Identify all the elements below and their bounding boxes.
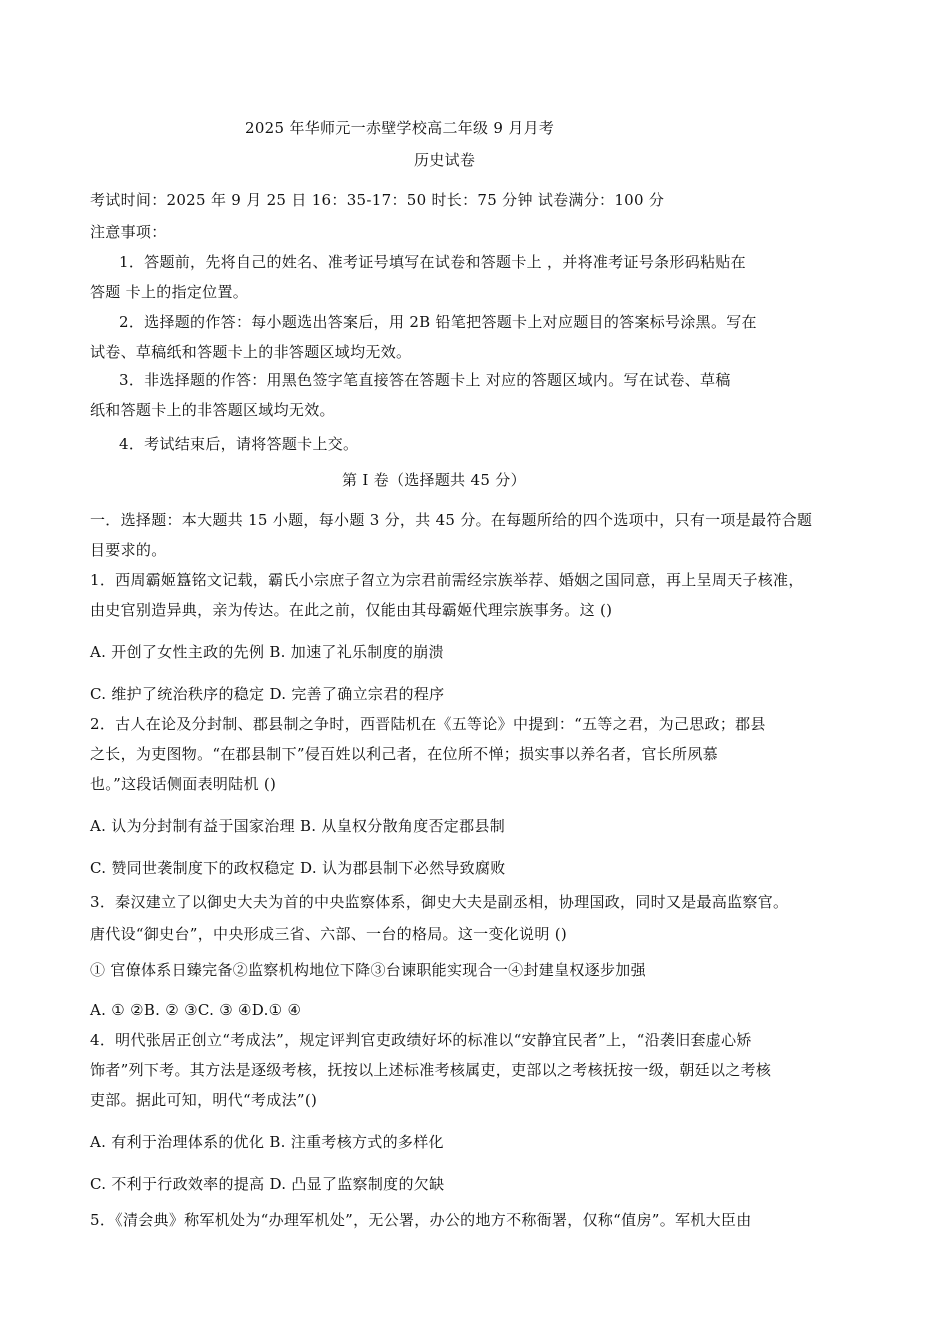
section-heading: 第 I 卷（选择题共 45 分）	[342, 471, 526, 489]
question-2-options-cd: C. 赞同世袭制度下的政权稳定 D. 认为郡县制下必然导致腐败	[90, 859, 506, 877]
question-2-line-2: 之长，为吏图物。“在郡县制下”侵百姓以利己者，在位所不惮；损实事以养名者，官长所夙慕	[90, 745, 718, 763]
note-1-line-2: 答题 卡上的指定位置。	[90, 283, 249, 301]
question-4-line-2: 饰者”列下考。其方法是逐级考核，抚按以上述标准考核属吏，吏部以之考核抚按一级，朝廷以之考核	[90, 1061, 772, 1079]
question-2-options-ab: A. 认为分封制有益于国家治理 B. 从皇权分散角度否定郡县制	[90, 817, 505, 835]
exam-title: 2025 年华师元一赤壁学校高二年级 9 月月考	[245, 119, 555, 137]
question-1-line-1: 1．西周霸姬簋铭文记载，霸氏小宗庶子曶立为宗君前需经宗族举荐、婚姻之国同意，再上呈周天子核准，	[90, 571, 804, 589]
question-5-line-1: 5．《清会典》称军机处为“办理军机处”，无公署，办公的地方不称衙署，仅称“值房”。军机大臣由	[90, 1211, 752, 1229]
question-3-statements: ① 官僚体系日臻完备②监察机构地位下降③台谏职能实现合一④封建皇权逐步加强	[90, 961, 646, 979]
note-3-line-1: 3．非选择题的作答：用黑色签字笔直接答在答题卡上 对应的答题区域内。写在试卷、草稿	[119, 371, 731, 389]
notes-heading: 注意事项：	[90, 223, 167, 241]
question-2-line-3: 也。”这段话侧面表明陆机 ()	[90, 775, 277, 793]
section-intro-line-2: 目要求的。	[90, 541, 167, 559]
note-3-line-2: 纸和答题卡上的非答题区域均无效。	[90, 401, 335, 419]
question-4-line-3: 吏部。据此可知，明代“考成法”()	[90, 1091, 318, 1109]
note-2-line-2: 试卷、草稿纸和答题卡上的非答题区域均无效。	[90, 343, 412, 361]
note-2-line-1: 2．选择题的作答：每小题选出答案后，用 2B 铅笔把答题卡上对应题目的答案标号涂黑。写在	[119, 313, 757, 331]
question-1-options-ab: A. 开创了女性主政的先例 B. 加速了礼乐制度的崩溃	[90, 643, 444, 661]
question-2-line-1: 2．古人在论及分封制、郡县制之争时，西晋陆机在《五等论》中提到：“五等之君，为己思政；郡县	[90, 715, 766, 733]
exam-subtitle: 历史试卷	[414, 151, 476, 169]
question-1-line-2: 由史官别造异典，亲为传达。在此之前，仅能由其母霸姬代理宗族事务。这 ()	[90, 601, 613, 619]
question-3-options: A. ① ②B. ② ③C. ③ ④D.① ④	[90, 1001, 302, 1019]
question-4-options-cd: C. 不利于行政效率的提高 D. 凸显了监察制度的欠缺	[90, 1175, 445, 1193]
section-intro-line-1: 一．选择题：本大题共 15 小题，每小题 3 分，共 45 分。在每题所给的四个选项中，只有一项是最符合题	[90, 511, 813, 529]
question-3-line-1: 3．秦汉建立了以御史大夫为首的中央监察体系，御史大夫是副丞相，协理国政，同时又是最高监察官。	[90, 893, 789, 911]
question-3-line-2: 唐代设“御史台”，中央形成三省、六部、一台的格局。这一变化说明 ()	[90, 925, 568, 943]
question-4-line-1: 4．明代张居正创立“考成法”，规定评判官吏政绩好坏的标准以“安静宜民者”上，“沿袭旧套虚心矫	[90, 1031, 752, 1049]
question-4-options-ab: A. 有利于治理体系的优化 B. 注重考核方式的多样化	[90, 1133, 444, 1151]
note-1-line-1: 1．答题前，先将自己的姓名、准考证号填写在试卷和答题卡上 ，并将准考证号条形码粘贴在	[119, 253, 746, 271]
question-1-options-cd: C. 维护了统治秩序的稳定 D. 完善了确立宗君的程序	[90, 685, 445, 703]
note-4: 4．考试结束后，请将答题卡上交。	[119, 435, 359, 453]
exam-info: 考试时间：2025 年 9 月 25 日 16：35-17：50 时长：75 分钟 试卷满分：100 分	[90, 191, 665, 209]
